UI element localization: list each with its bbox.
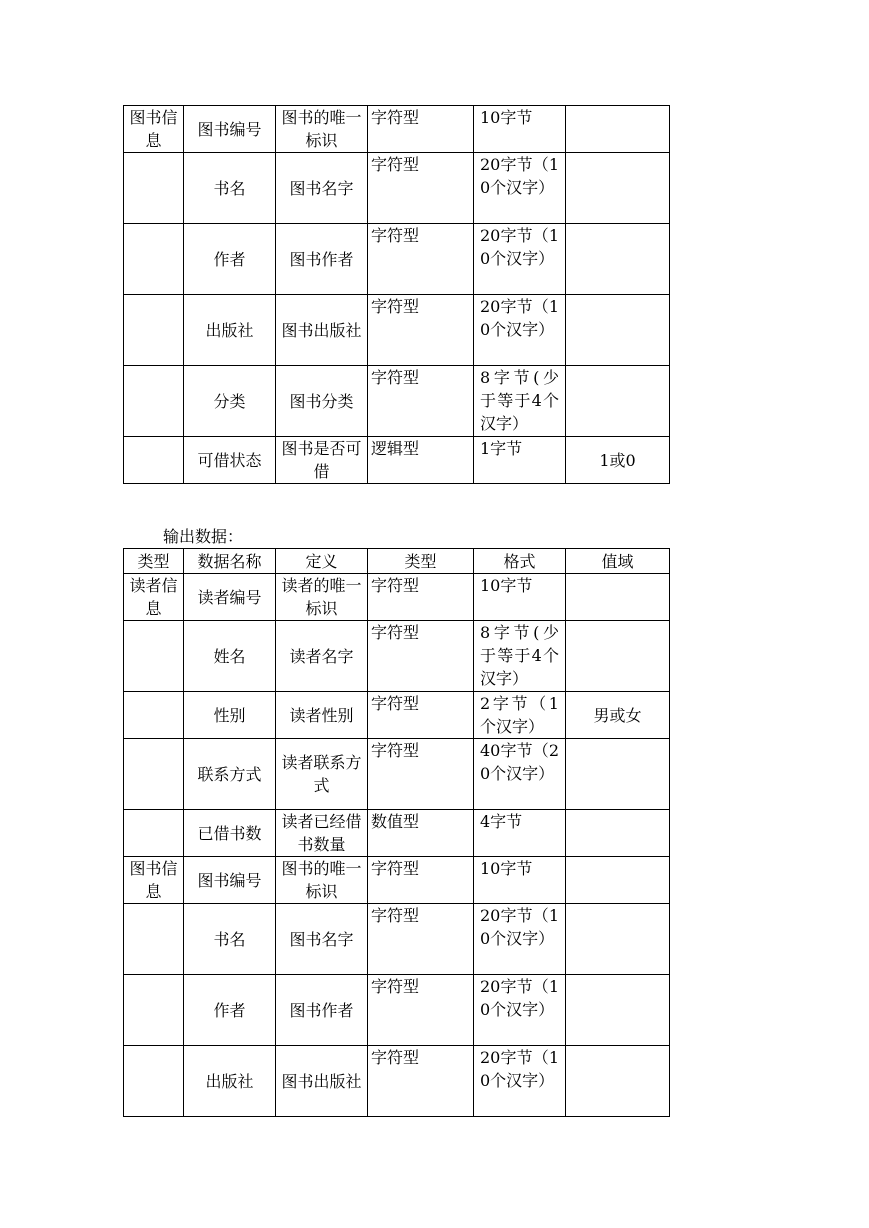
cell-range <box>566 224 670 295</box>
cell-format: 20字节（10个汉字） <box>474 904 566 975</box>
cell-definition: 读者的唯一标识 <box>276 574 368 621</box>
cell-format: 20字节（10个汉字） <box>474 224 566 295</box>
cell-range <box>566 295 670 366</box>
table-row <box>124 975 670 1046</box>
output-data-table <box>123 548 670 1117</box>
cell-format: 8字节(少于等于4个汉字） <box>474 621 566 692</box>
table-row <box>124 224 670 295</box>
cell-name: 姓名 <box>184 621 276 692</box>
cell-name: 性别 <box>184 692 276 739</box>
cell-definition: 图书是否可借 <box>276 437 368 484</box>
cell-format: 8字节(少于等于4个汉字） <box>474 366 566 437</box>
cell-data-type: 数值型 <box>368 810 474 857</box>
cell-data-type: 字符型 <box>368 904 474 975</box>
cell-type <box>124 224 184 295</box>
table-row <box>124 857 670 904</box>
cell-format: 10字节 <box>474 106 566 153</box>
cell-format: 4字节 <box>474 810 566 857</box>
cell-definition: 读者联系方式 <box>276 739 368 810</box>
cell-definition: 图书的唯一标识 <box>276 106 368 153</box>
cell-range <box>566 366 670 437</box>
cell-range <box>566 106 670 153</box>
output-data-caption: 输出数据： <box>163 527 244 546</box>
cell-data-type: 字符型 <box>368 295 474 366</box>
cell-range: 1或0 <box>566 437 670 484</box>
cell-name: 可借状态 <box>184 437 276 484</box>
cell-type <box>124 366 184 437</box>
cell-definition: 图书名字 <box>276 153 368 224</box>
table-row <box>124 904 670 975</box>
cell-range <box>566 153 670 224</box>
cell-type <box>124 621 184 692</box>
cell-format: 40字节（20个汉字） <box>474 739 566 810</box>
cell-name: 读者编号 <box>184 574 276 621</box>
cell-format: 20字节（10个汉字） <box>474 153 566 224</box>
cell-range <box>566 904 670 975</box>
cell-data-type: 字符型 <box>368 1046 474 1117</box>
cell-type: 读者信息 <box>124 574 184 621</box>
cell-range <box>566 574 670 621</box>
table-row <box>124 810 670 857</box>
cell-data-type: 逻辑型 <box>368 437 474 484</box>
cell-type <box>124 437 184 484</box>
cell-definition: 图书作者 <box>276 975 368 1046</box>
cell-name: 联系方式 <box>184 739 276 810</box>
cell-type <box>124 153 184 224</box>
cell-format: 10字节 <box>474 857 566 904</box>
cell-data-type: 字符型 <box>368 366 474 437</box>
cell-type <box>124 810 184 857</box>
cell-data-type: 字符型 <box>368 692 474 739</box>
cell-name: 图书编号 <box>184 857 276 904</box>
cell-definition: 图书出版社 <box>276 1046 368 1117</box>
cell-data-type: 字符型 <box>368 857 474 904</box>
cell-data-type: 字符型 <box>368 975 474 1046</box>
table-row <box>124 574 670 621</box>
cell-format: 1字节 <box>474 437 566 484</box>
cell-format: 20字节（10个汉字） <box>474 975 566 1046</box>
header-data-name: 数据名称 <box>184 549 276 574</box>
cell-definition: 读者已经借书数量 <box>276 810 368 857</box>
table-row <box>124 153 670 224</box>
cell-type <box>124 975 184 1046</box>
cell-type <box>124 295 184 366</box>
cell-type <box>124 739 184 810</box>
table-header-row <box>124 549 670 574</box>
cell-name: 出版社 <box>184 295 276 366</box>
cell-format: 10字节 <box>474 574 566 621</box>
cell-range <box>566 1046 670 1117</box>
cell-name: 作者 <box>184 224 276 295</box>
header-type: 类型 <box>124 549 184 574</box>
cell-range <box>566 739 670 810</box>
cell-range: 男或女 <box>566 692 670 739</box>
cell-name: 书名 <box>184 904 276 975</box>
table-row <box>124 366 670 437</box>
cell-range <box>566 621 670 692</box>
cell-data-type: 字符型 <box>368 739 474 810</box>
cell-definition: 图书出版社 <box>276 295 368 366</box>
cell-name: 已借书数 <box>184 810 276 857</box>
cell-definition: 图书名字 <box>276 904 368 975</box>
cell-definition: 读者名字 <box>276 621 368 692</box>
cell-name: 图书编号 <box>184 106 276 153</box>
cell-format: 2字节（1个汉字） <box>474 692 566 739</box>
cell-definition: 图书作者 <box>276 224 368 295</box>
table-row <box>124 739 670 810</box>
table-row <box>124 106 670 153</box>
cell-data-type: 字符型 <box>368 106 474 153</box>
cell-range <box>566 810 670 857</box>
table-row <box>124 437 670 484</box>
table-row <box>124 1046 670 1117</box>
cell-definition: 图书的唯一标识 <box>276 857 368 904</box>
header-range: 值域 <box>566 549 670 574</box>
table-row <box>124 621 670 692</box>
cell-definition: 图书分类 <box>276 366 368 437</box>
cell-data-type: 字符型 <box>368 574 474 621</box>
cell-range <box>566 975 670 1046</box>
table-row <box>124 692 670 739</box>
cell-data-type: 字符型 <box>368 621 474 692</box>
cell-definition: 读者性别 <box>276 692 368 739</box>
cell-type <box>124 904 184 975</box>
input-data-table <box>123 105 670 484</box>
cell-type <box>124 692 184 739</box>
header-data-type: 类型 <box>368 549 474 574</box>
header-definition: 定义 <box>276 549 368 574</box>
header-format: 格式 <box>474 549 566 574</box>
cell-format: 20字节（10个汉字） <box>474 295 566 366</box>
cell-type: 图书信息 <box>124 857 184 904</box>
cell-range <box>566 857 670 904</box>
cell-format: 20字节（10个汉字） <box>474 1046 566 1117</box>
cell-name: 作者 <box>184 975 276 1046</box>
cell-type: 图书信息 <box>124 106 184 153</box>
cell-type <box>124 1046 184 1117</box>
cell-name: 书名 <box>184 153 276 224</box>
cell-data-type: 字符型 <box>368 224 474 295</box>
cell-name: 出版社 <box>184 1046 276 1117</box>
cell-name: 分类 <box>184 366 276 437</box>
table-row <box>124 295 670 366</box>
cell-data-type: 字符型 <box>368 153 474 224</box>
